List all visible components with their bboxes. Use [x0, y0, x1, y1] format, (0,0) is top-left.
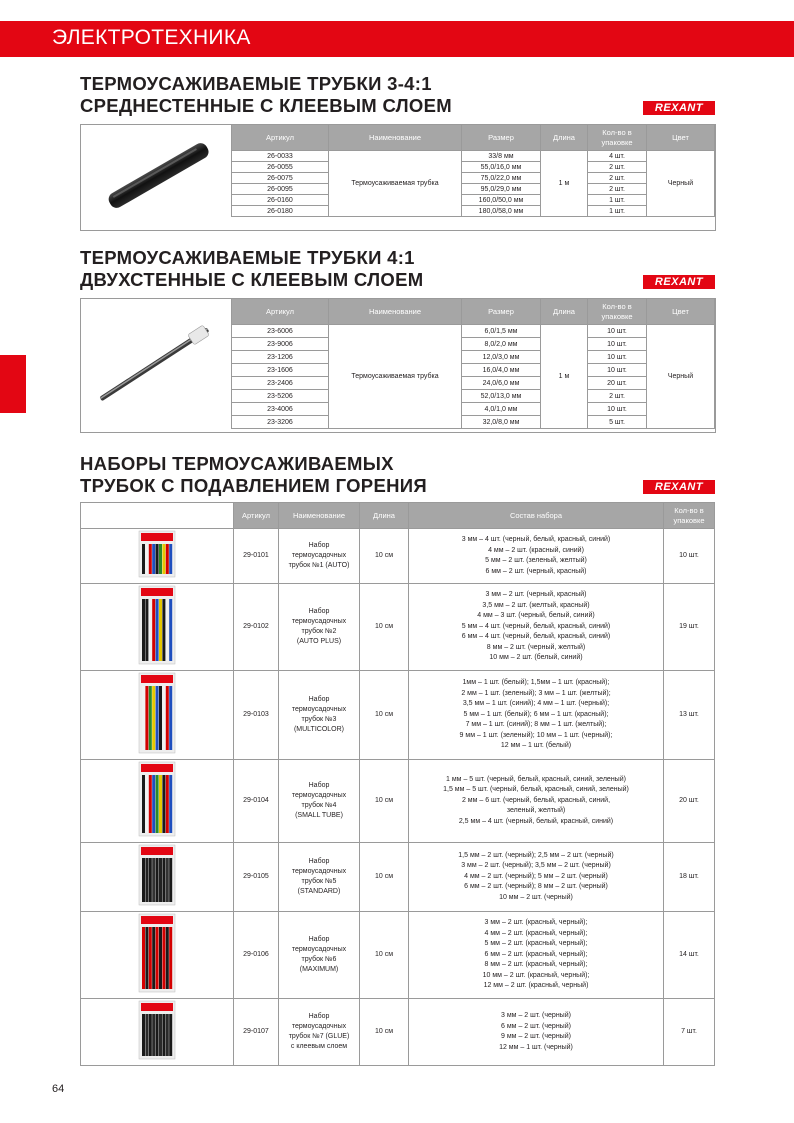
cell-qty: 10 шт.	[588, 364, 647, 377]
cell-size: 160,0/50,0 мм	[462, 195, 541, 206]
cell-qty: 10 шт.	[588, 403, 647, 416]
composition-line: 4 мм – 2 шт. (черный); 5 мм – 2 шт. (черный)	[464, 872, 608, 880]
cell-article: 29-0104	[234, 760, 279, 843]
col-length: Длина	[541, 299, 588, 325]
cell-name-line: трубок №1 (AUTO)	[288, 562, 350, 569]
cell-composition	[409, 671, 664, 760]
composition-line: 10 мм – 2 шт. (белый, синий)	[489, 654, 583, 662]
cell-qty: 10 шт.	[588, 338, 647, 351]
header-band	[0, 21, 794, 57]
composition-line: 3 мм – 4 шт. (черный, белый, красный, синий)	[461, 536, 611, 543]
cell-article: 29-0107	[234, 999, 279, 1066]
cell-color: Черный	[647, 151, 715, 217]
cell-qty: 19 шт.	[664, 584, 715, 671]
cell-length: 10 см	[360, 529, 409, 584]
table-row	[81, 843, 715, 912]
cell-qty: 14 шт.	[664, 912, 715, 999]
section3-title	[80, 453, 427, 497]
cell-size: 24,0/6,0 мм	[462, 377, 541, 390]
cell-article: 29-0102	[234, 584, 279, 671]
cell-composition	[409, 912, 664, 999]
cell-article: 29-0105	[234, 843, 279, 912]
table-row	[232, 351, 715, 364]
composition-line: 12 мм – 1 шт. (черный)	[499, 1043, 573, 1051]
table-row	[232, 173, 715, 184]
cell-qty: 10 шт.	[588, 351, 647, 364]
cell-name-line: (AUTO PLUS)	[296, 638, 342, 645]
cell-qty: 20 шт.	[664, 760, 715, 843]
col-color: Цвет	[647, 125, 715, 151]
col-article: Артикул	[234, 503, 279, 529]
col-article: Артикул	[232, 125, 329, 151]
cell-composition	[409, 760, 664, 843]
cell-name-line: термоусадочных	[291, 618, 347, 625]
composition-line: 1мм – 1 шт. (белый); 1,5мм – 1 шт. (красный);	[462, 679, 610, 687]
cell-name: Термоусаживаемая трубка	[329, 325, 462, 429]
cell-size: 16,0/4,0 мм	[462, 364, 541, 377]
page-number: 64	[52, 1083, 65, 1095]
cell-article: 26-0055	[232, 162, 329, 173]
composition-line: 3 мм – 2 шт. (черный); 3,5 мм – 2 шт. (черный)	[461, 862, 611, 870]
section2-table	[231, 298, 715, 429]
composition-line: 5 мм – 1 шт. (белый); 6 мм – 1 шт. (красный);	[463, 710, 609, 718]
kit-package-image	[81, 584, 234, 671]
cell-qty: 20 шт.	[588, 377, 647, 390]
cell-article: 26-0075	[232, 173, 329, 184]
header-title: ЭЛЕКТРОТЕХНИКА	[52, 26, 251, 49]
section1-title	[80, 73, 452, 117]
cell-size: 33/8 мм	[462, 151, 541, 162]
cell-qty: 2 шт.	[588, 173, 647, 184]
composition-line: 9 мм – 1 шт. (зеленый); 10 мм – 1 шт. (черный);	[459, 731, 613, 739]
col-length: Длина	[360, 503, 409, 529]
cell-article: 23-4006	[232, 403, 329, 416]
cell-size: 32,0/8,0 мм	[462, 416, 541, 429]
table-row	[81, 999, 715, 1066]
cell-qty: 2 шт.	[588, 184, 647, 195]
cell-qty: 10 шт.	[664, 529, 715, 584]
cell-size: 75,0/22,0 мм	[462, 173, 541, 184]
composition-line: 10 мм – 2 шт. (черный)	[499, 893, 573, 901]
composition-line: 6 мм – 2 шт. (черный, красный)	[485, 567, 587, 575]
composition-line: 6 мм – 4 шт. (черный, белый, красный, синий)	[461, 633, 611, 641]
col-article: Артикул	[232, 299, 329, 325]
cell-qty: 7 шт.	[664, 999, 715, 1066]
cell-length: 10 см	[360, 843, 409, 912]
col-name: Наименование	[279, 503, 360, 529]
table-row	[232, 364, 715, 377]
cell-name	[279, 584, 360, 671]
section1-table	[231, 124, 715, 217]
composition-line: 7 мм – 1 шт. (синий); 8 мм – 1 шт. (желтый);	[465, 721, 607, 729]
table-row	[81, 912, 715, 999]
composition-line: 5 мм – 2 шт. (зеленый, желтый)	[485, 557, 587, 564]
table-row	[232, 195, 715, 206]
cell-qty: 4 шт.	[588, 151, 647, 162]
composition-line: 4 мм – 3 шт. (черный, белый, синий)	[477, 612, 595, 620]
composition-line: 10 мм – 2 шт. (красный, черный);	[482, 971, 590, 979]
cell-name: Термоусаживаемая трубка	[329, 151, 462, 217]
section2-title	[80, 247, 423, 291]
table-row	[232, 403, 715, 416]
section3-title-line2: ТРУБОК С ПОДАВЛЕНИЕМ ГОРЕНИЯ	[80, 475, 427, 496]
composition-line: 9 мм – 2 шт. (черный)	[501, 1033, 571, 1040]
cell-name-line: с клеевым слоем	[290, 1043, 348, 1050]
cell-name	[279, 843, 360, 912]
cell-size: 180,0/58,0 мм	[462, 206, 541, 217]
cell-article: 26-0160	[232, 195, 329, 206]
table-row	[232, 416, 715, 429]
table-row	[232, 184, 715, 195]
cell-qty: 1 шт.	[588, 195, 647, 206]
cell-length: 10 см	[360, 584, 409, 671]
cell-name-line: (MULTICOLOR)	[293, 726, 345, 733]
cell-article: 29-0106	[234, 912, 279, 999]
cell-composition	[409, 529, 664, 584]
cell-name-line: Набор	[308, 858, 330, 865]
section1-title-line1: ТЕРМОУСАЖИВАЕМЫЕ ТРУБКИ 3-4:1	[80, 73, 432, 94]
section3-title-line1: НАБОРЫ ТЕРМОУСАЖИВАЕМЫХ	[80, 453, 394, 474]
kit-package-image	[81, 999, 234, 1066]
cell-size: 95,0/29,0 мм	[462, 184, 541, 195]
cell-name-line: трубок №3	[301, 716, 337, 723]
composition-line: 3,5 мм – 1 шт. (синий); 4 мм – 1 шт. (черный);	[462, 700, 610, 708]
composition-line: 5 мм – 2 шт. (красный, черный);	[484, 940, 588, 948]
composition-line: 8 мм – 2 шт. (красный, черный);	[484, 961, 588, 969]
cell-name-line: Набор	[308, 1013, 330, 1020]
cell-article: 23-6006	[232, 325, 329, 338]
table-row	[81, 584, 715, 671]
cell-article: 23-1206	[232, 351, 329, 364]
cell-length: 10 см	[360, 999, 409, 1066]
composition-line: 2 мм – 6 шт. (черный, белый, красный, синий,	[461, 796, 611, 804]
composition-line: зеленый, желтый)	[506, 807, 566, 815]
cell-article: 26-0095	[232, 184, 329, 195]
cell-qty: 13 шт.	[664, 671, 715, 760]
cell-size: 52,0/13,0 мм	[462, 390, 541, 403]
composition-line: 12 мм – 2 шт. (красный, черный)	[483, 982, 589, 990]
composition-line: 3,5 мм – 2 шт. (желтый, красный)	[482, 601, 590, 609]
section2-title-line2: ДВУХСТЕННЫЕ С КЛЕЕВЫМ СЛОЕМ	[80, 269, 424, 290]
cell-name	[279, 760, 360, 843]
cell-article: 29-0103	[234, 671, 279, 760]
col-name: Наименование	[329, 125, 462, 151]
col-color: Цвет	[647, 299, 715, 325]
cell-composition	[409, 584, 664, 671]
section1-title-line2: СРЕДНЕСТЕННЫЕ С КЛЕЕВЫМ СЛОЕМ	[80, 95, 452, 116]
table-row	[232, 377, 715, 390]
cell-qty: 2 шт.	[588, 162, 647, 173]
col-name: Наименование	[329, 299, 462, 325]
composition-line: 3 мм – 2 шт. (черный, красный)	[485, 591, 587, 599]
cell-name	[279, 999, 360, 1066]
cell-qty: 10 шт.	[588, 325, 647, 338]
cell-length: 1 м	[541, 151, 588, 217]
cell-name	[279, 529, 360, 584]
cell-qty: 1 шт.	[588, 206, 647, 217]
side-tab-marker	[0, 355, 26, 413]
table-row	[232, 206, 715, 217]
cell-article: 29-0101	[234, 529, 279, 584]
composition-line: 5 мм – 4 шт. (черный, белый, красный, синий)	[461, 622, 611, 630]
cell-article: 23-3206	[232, 416, 329, 429]
cell-name-line: термоусадочных	[291, 792, 347, 799]
cell-size: 55,0/16,0 мм	[462, 162, 541, 173]
composition-line: 4 мм – 2 шт. (красный, черный);	[484, 929, 588, 937]
col-size: Размер	[462, 299, 541, 325]
cell-name-line: трубок №7 (GLUE)	[288, 1033, 350, 1040]
cell-size: 6,0/1,5 мм	[462, 325, 541, 338]
cell-name-line: термоусадочных	[291, 706, 347, 713]
col-image	[81, 503, 234, 529]
composition-line: 2,5 мм – 4 шт. (черный, белый, красный, синий)	[458, 817, 614, 825]
composition-line: 12 мм – 1 шт. (белый)	[500, 742, 572, 750]
cell-composition	[409, 843, 664, 912]
cell-composition	[409, 999, 664, 1066]
composition-line: 1,5 мм – 2 шт. (черный); 2,5 мм – 2 шт. (черный)	[458, 851, 614, 859]
kit-package-image	[81, 760, 234, 843]
kit-package-image	[81, 671, 234, 760]
table-row	[81, 760, 715, 843]
cell-size: 4,0/1,0 мм	[462, 403, 541, 416]
composition-line: 6 мм – 2 шт. (черный)	[501, 1022, 571, 1030]
cell-length: 10 см	[360, 912, 409, 999]
composition-line: 8 мм – 2 шт. (черный, желтый)	[486, 643, 586, 651]
cell-name-line: термоусадочных	[291, 946, 347, 953]
composition-line: 2 мм – 1 шт. (зеленый); 3 мм – 1 шт. (желтый);	[461, 689, 611, 697]
section3-table	[80, 502, 715, 1066]
brand-logo: REXANT	[643, 101, 715, 115]
composition-line: 4 мм – 2 шт. (красный, синий)	[488, 546, 584, 554]
cell-length: 10 см	[360, 671, 409, 760]
cell-name-line: Набор	[308, 696, 330, 703]
cell-name-line: (MAXIMUM)	[299, 966, 339, 973]
cell-name-line: (SMALL TUBE)	[295, 812, 343, 819]
table-row	[232, 390, 715, 403]
cell-article: 23-5206	[232, 390, 329, 403]
kit-package-image	[81, 529, 234, 584]
cell-qty: 5 шт.	[588, 416, 647, 429]
cell-name-line: трубок №2	[301, 628, 337, 635]
cell-name-line: Набор	[308, 782, 330, 789]
cell-article: 26-0180	[232, 206, 329, 217]
cell-name-line: Набор	[308, 936, 330, 943]
cell-name	[279, 671, 360, 760]
cell-name-line: Набор	[308, 542, 330, 549]
cell-name-line: термоусадочных	[291, 552, 347, 559]
cell-name-line: трубок №6	[301, 956, 337, 963]
cell-name-line: термоусадочных	[291, 868, 347, 875]
cell-name-line: (STANDARD)	[297, 888, 341, 895]
composition-line: 1,5 мм – 5 шт. (черный, белый, красный, синий, зеленый)	[443, 786, 629, 794]
cell-size: 8,0/2,0 мм	[462, 338, 541, 351]
cell-length: 1 м	[541, 325, 588, 429]
table-row	[232, 338, 715, 351]
composition-line: 3 мм – 2 шт. (черный)	[501, 1012, 571, 1019]
cell-article: 23-2406	[232, 377, 329, 390]
cell-name-line: термоусадочных	[291, 1023, 347, 1030]
kit-package-image	[81, 843, 234, 912]
col-qty: Кол-во в упаковке	[664, 503, 715, 529]
table-row	[232, 151, 715, 162]
brand-logo: REXANT	[643, 275, 715, 289]
cell-qty: 18 шт.	[664, 843, 715, 912]
composition-line: 3 мм – 2 шт. (красный, черный);	[484, 919, 588, 927]
table-row	[232, 162, 715, 173]
col-length: Длина	[541, 125, 588, 151]
col-qty: Кол-во в упаковке	[588, 125, 647, 151]
cell-article: 26-0033	[232, 151, 329, 162]
table-row	[232, 325, 715, 338]
col-composition: Состав набора	[409, 503, 664, 529]
cell-qty: 2 шт.	[588, 390, 647, 403]
section1-product-image	[81, 125, 231, 229]
section2-product-image	[81, 299, 231, 431]
kit-package-image	[81, 912, 234, 999]
table-row	[81, 529, 715, 584]
composition-line: 6 мм – 2 шт. (красный, черный);	[484, 950, 588, 958]
cell-color: Черный	[647, 325, 715, 429]
composition-line: 1 мм – 5 шт. (черный, белый, красный, синий, зеленый)	[446, 775, 626, 783]
col-qty: Кол-во в упаковке	[588, 299, 647, 325]
cell-article: 23-1606	[232, 364, 329, 377]
cell-size: 12,0/3,0 мм	[462, 351, 541, 364]
cell-name-line: Набор	[308, 608, 330, 615]
cell-length: 10 см	[360, 760, 409, 843]
brand-logo: REXANT	[643, 480, 715, 494]
section2-title-line1: ТЕРМОУСАЖИВАЕМЫЕ ТРУБКИ 4:1	[80, 247, 415, 268]
col-size: Размер	[462, 125, 541, 151]
composition-line: 6 мм – 2 шт. (черный); 8 мм – 2 шт. (черный)	[464, 883, 608, 891]
cell-name-line: трубок №4	[301, 802, 337, 809]
cell-name	[279, 912, 360, 999]
cell-name-line: трубок №5	[301, 878, 337, 885]
cell-article: 23-9006	[232, 338, 329, 351]
table-row	[81, 671, 715, 760]
